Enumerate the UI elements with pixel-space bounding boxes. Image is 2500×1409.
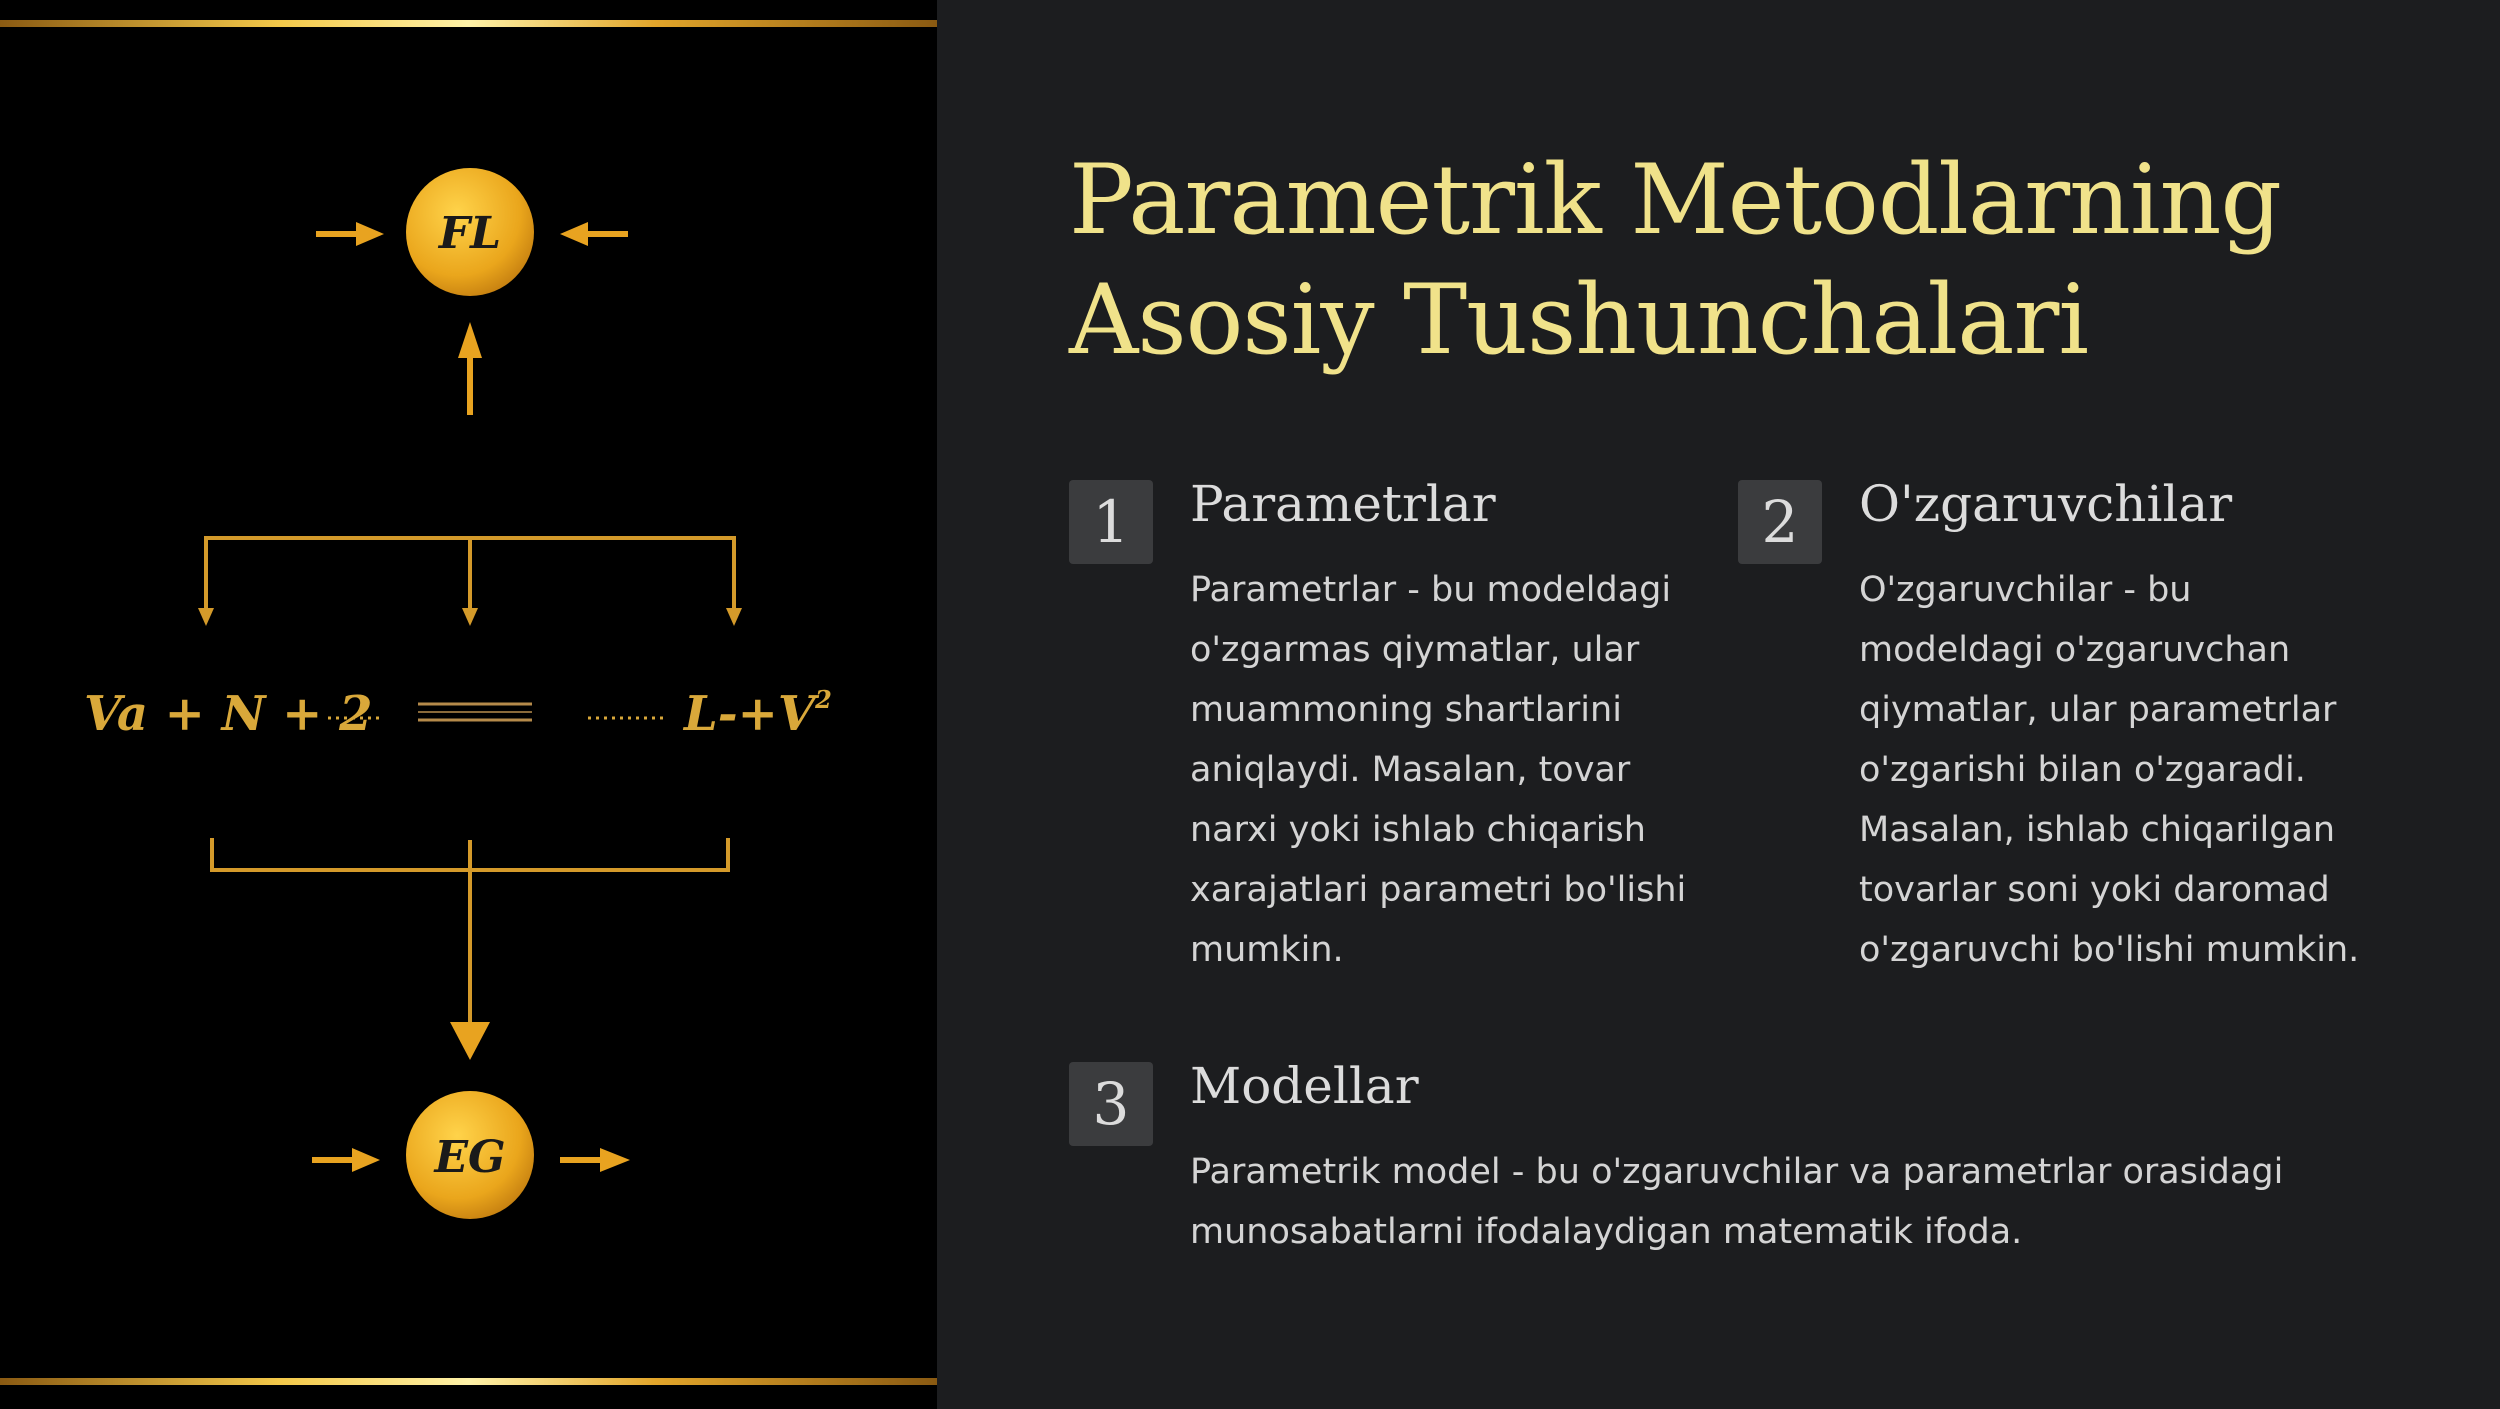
bracket-arrow-middle-icon (462, 608, 478, 626)
right-expression: $L-+V^2$ (684, 685, 832, 742)
bottom-gold-border (0, 1378, 937, 1385)
top-node-label: FL (438, 208, 502, 259)
slide-title (1069, 140, 2449, 380)
top-node (406, 168, 534, 296)
item-body-parametrlar: Parametrlar - bu modeldagi o'zgarmas qiymatlar, ular muammoning shartlarini aniqlaydi. Masalan, tovar narxi yoki ishlab chiqarish xarajatlari parametri bo'lishi mumkin. (1190, 570, 1687, 970)
right-expression-exponent: 2 (815, 685, 832, 714)
item-body-ozgaruvchilar: O'zgaruvchilar - bu modeldagi o'zgaruvchan qiymatlar, ular parametrlar o'zgarishi bilan o'zgaradi. Masalan, ishlab chiqarilgan tovarlar soni yoki daromad o'zgaruvchi bo'lishi mumkin. (1859, 570, 2360, 970)
item-number-badge: 1 (1069, 480, 1153, 564)
bracket-arrow-left-icon (198, 608, 214, 626)
item-title-modellar: Modellar (1190, 1057, 1419, 1115)
top-right-arrow-icon (560, 222, 628, 246)
left-expression: Va + N + 2 (84, 686, 373, 742)
slide-title-line-1: Parametrik Metodlarning (1069, 144, 2281, 256)
top-left-arrow-icon (316, 222, 384, 246)
diagram-panel (0, 0, 937, 1409)
bottom-right-arrow-icon (560, 1148, 630, 1172)
bottom-node (406, 1091, 534, 1219)
item-number-badge: 2 (1738, 480, 1822, 564)
bottom-node-label: EG (434, 1132, 506, 1183)
equals-sign (418, 704, 532, 720)
item-title-ozgaruvchilar: O'zgaruvchilar (1859, 475, 2233, 533)
upper-bracket (206, 538, 734, 612)
item-title-parametrlar: Parametrlar (1190, 475, 1496, 533)
down-arrow-icon (450, 1022, 490, 1060)
item-body-modellar: Parametrik model - bu o'zgaruvchilar va parametrlar orasidagi munosabatlarni ifodalaydigan matematik ifoda. (1190, 1152, 2284, 1252)
bracket-arrow-right-icon (726, 608, 742, 626)
slide-title-line-2: Asosiy Tushunchalari (1069, 264, 2089, 376)
bottom-left-arrow-icon (312, 1148, 380, 1172)
lower-bracket (212, 838, 728, 1030)
up-arrow-icon (458, 322, 482, 415)
content-panel (937, 0, 2500, 1409)
item-number-badge: 3 (1069, 1062, 1153, 1146)
top-gold-border (0, 20, 937, 27)
diagram-illustration (0, 0, 937, 1409)
